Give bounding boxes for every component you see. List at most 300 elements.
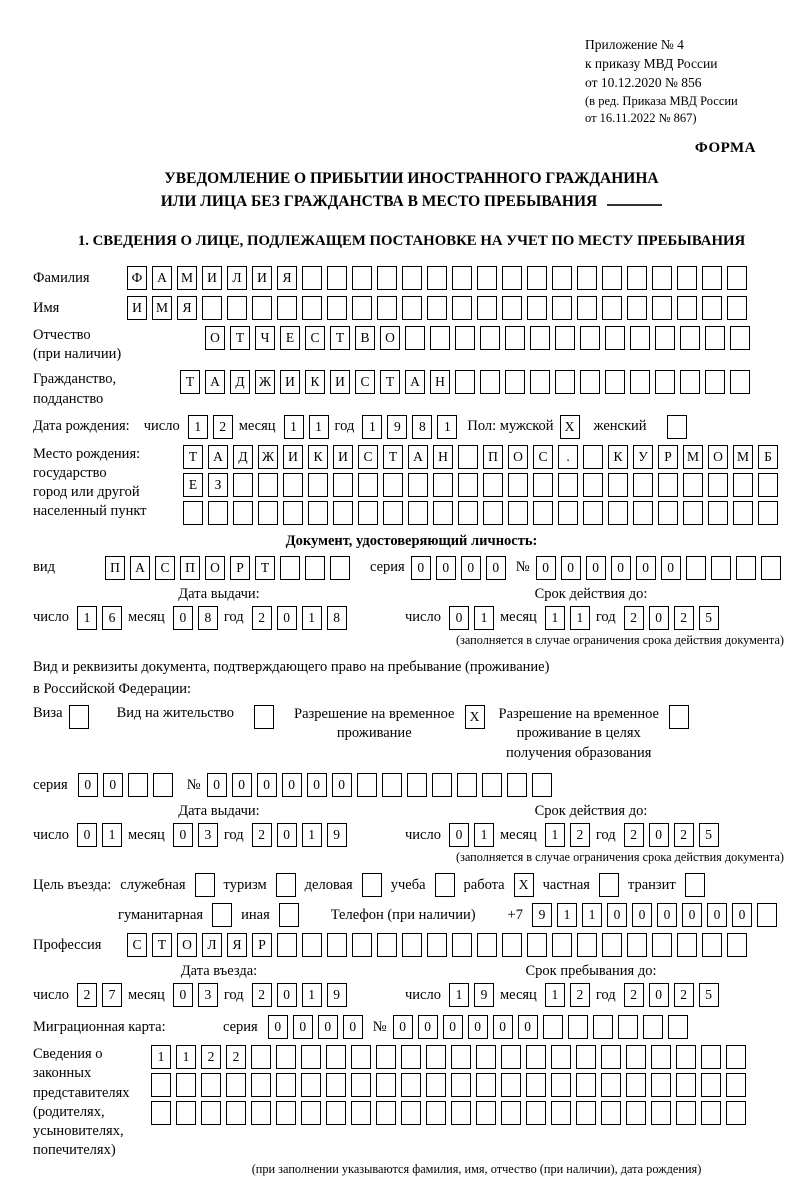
name-cells-cell-18[interactable] <box>552 296 572 320</box>
name-cells-cell-10[interactable] <box>352 296 372 320</box>
identity-issue-year-cells-cell-3[interactable]: 1 <box>302 606 322 630</box>
citizenship-cells-cell-15[interactable] <box>530 370 550 394</box>
patronymic-cells-cell-10[interactable] <box>430 326 450 350</box>
patronymic-cells-cell-16[interactable] <box>580 326 600 350</box>
profession-cells-cell-11[interactable] <box>377 933 397 957</box>
sex-male-checkbox[interactable] <box>560 415 580 439</box>
patronymic-cells-cell-2[interactable]: Т <box>230 326 250 350</box>
stay-month-cells[interactable] <box>545 983 590 1007</box>
representatives-cells-row2-cell-10[interactable] <box>376 1073 396 1097</box>
birth-place-cells-row1-cell-24[interactable]: Б <box>758 445 778 469</box>
birth-place-cells-row2-cell-20[interactable] <box>658 473 678 497</box>
representatives-cells-row2-cell-17[interactable] <box>551 1073 571 1097</box>
residence-issue-month-cells-cell-1[interactable]: 0 <box>173 823 193 847</box>
migration-number-cells-cell-7[interactable] <box>543 1015 563 1039</box>
profession-cells-cell-14[interactable] <box>452 933 472 957</box>
representatives-cells-row1-cell-13[interactable] <box>451 1045 471 1069</box>
residence-number-cells-cell-1[interactable]: 0 <box>207 773 227 797</box>
birth-place-cells-row2-cell-4[interactable] <box>258 473 278 497</box>
birth-place-cells-row2-cell-23[interactable] <box>733 473 753 497</box>
representatives-cells-row3-cell-11[interactable] <box>401 1101 421 1125</box>
birth-place-cells-row2-cell-16[interactable] <box>558 473 578 497</box>
representatives-cells-row3-cell-16[interactable] <box>526 1101 546 1125</box>
patronymic-cells-cell-20[interactable] <box>680 326 700 350</box>
birth-place-cells-row3-cell-15[interactable] <box>533 501 553 525</box>
birth-place-cells-row1-cell-19[interactable]: У <box>633 445 653 469</box>
representatives-cells-row2-cell-16[interactable] <box>526 1073 546 1097</box>
purpose-humanitarian-checkbox-cell-1[interactable] <box>212 903 232 927</box>
birth-place-cells-row1-cell-11[interactable]: Н <box>433 445 453 469</box>
citizenship-cells-cell-20[interactable] <box>655 370 675 394</box>
birth-place-cells-row3-cell-13[interactable] <box>483 501 503 525</box>
residence-expiry-day-cells-cell-1[interactable]: 0 <box>449 823 469 847</box>
residence-series-cells[interactable] <box>78 773 173 797</box>
identity-issue-month-cells[interactable] <box>173 606 218 630</box>
representatives-cells-row3-cell-24[interactable] <box>726 1101 746 1125</box>
representatives-cells-row1-cell-23[interactable] <box>701 1045 721 1069</box>
purpose-business-checkbox-cell-1[interactable] <box>362 873 382 897</box>
migration-series-cells-cell-3[interactable]: 0 <box>318 1015 338 1039</box>
residence-number-cells-cell-6[interactable]: 0 <box>332 773 352 797</box>
doc-number-cells-cell-9[interactable] <box>736 556 756 580</box>
citizenship-cells-cell-18[interactable] <box>605 370 625 394</box>
visa-checkbox[interactable] <box>69 705 89 729</box>
purpose-study-checkbox[interactable] <box>435 873 455 897</box>
citizenship-cells-cell-12[interactable] <box>455 370 475 394</box>
patronymic-cells-cell-17[interactable] <box>605 326 625 350</box>
doc-type-cells-cell-8[interactable] <box>280 556 300 580</box>
citizenship-cells-cell-22[interactable] <box>705 370 725 394</box>
representatives-cells-row2-cell-9[interactable] <box>351 1073 371 1097</box>
birth-day-cells-cell-1[interactable]: 1 <box>188 415 208 439</box>
purpose-official-checkbox[interactable] <box>195 873 215 897</box>
profession-cells-cell-21[interactable] <box>627 933 647 957</box>
doc-number-cells-cell-1[interactable]: 0 <box>536 556 556 580</box>
birth-year-cells-cell-3[interactable]: 8 <box>412 415 432 439</box>
birth-year-cells-cell-1[interactable]: 1 <box>362 415 382 439</box>
name-cells-cell-23[interactable] <box>677 296 697 320</box>
representatives-cells-row1-cell-8[interactable] <box>326 1045 346 1069</box>
surname-cells-cell-3[interactable]: М <box>177 266 197 290</box>
representatives-cells-row3[interactable] <box>151 1101 746 1125</box>
representatives-cells-row2-cell-20[interactable] <box>626 1073 646 1097</box>
surname-cells-cell-6[interactable]: И <box>252 266 272 290</box>
entry-year-cells-cell-4[interactable]: 9 <box>327 983 347 1007</box>
birth-place-cells-row2-cell-1[interactable]: Е <box>183 473 203 497</box>
birth-place-cells-row3-cell-7[interactable] <box>333 501 353 525</box>
birth-place-cells-row2-cell-11[interactable] <box>433 473 453 497</box>
citizenship-cells-cell-7[interactable]: И <box>330 370 350 394</box>
birth-place-cells-row2-cell-9[interactable] <box>383 473 403 497</box>
citizenship-cells-cell-5[interactable]: И <box>280 370 300 394</box>
surname-cells-cell-7[interactable]: Я <box>277 266 297 290</box>
representatives-cells-row1-cell-18[interactable] <box>576 1045 596 1069</box>
representatives-cells-row3-cell-17[interactable] <box>551 1101 571 1125</box>
birth-place-cells-row2-cell-12[interactable] <box>458 473 478 497</box>
phone-cells-cell-10[interactable] <box>757 903 777 927</box>
identity-expiry-day-cells[interactable] <box>449 606 494 630</box>
birth-place-cells-row3-cell-16[interactable] <box>558 501 578 525</box>
birth-place-cells-row3-cell-8[interactable] <box>358 501 378 525</box>
patronymic-cells-cell-19[interactable] <box>655 326 675 350</box>
birth-place-cells-row3-cell-14[interactable] <box>508 501 528 525</box>
representatives-cells-row1-cell-22[interactable] <box>676 1045 696 1069</box>
birth-place-cells-row3-cell-9[interactable] <box>383 501 403 525</box>
representatives-cells-row1-cell-16[interactable] <box>526 1045 546 1069</box>
entry-month-cells-cell-2[interactable]: 3 <box>198 983 218 1007</box>
representatives-cells-row2-cell-6[interactable] <box>276 1073 296 1097</box>
profession-cells-cell-16[interactable] <box>502 933 522 957</box>
purpose-humanitarian-checkbox[interactable] <box>212 903 232 927</box>
birth-place-cells-row3-cell-4[interactable] <box>258 501 278 525</box>
purpose-tourism-checkbox[interactable] <box>276 873 296 897</box>
profession-cells-cell-19[interactable] <box>577 933 597 957</box>
birth-place-cells-row1-cell-1[interactable]: Т <box>183 445 203 469</box>
surname-cells-cell-14[interactable] <box>452 266 472 290</box>
representatives-cells-row1-cell-10[interactable] <box>376 1045 396 1069</box>
profession-cells-cell-13[interactable] <box>427 933 447 957</box>
representatives-cells-row1-cell-7[interactable] <box>301 1045 321 1069</box>
name-cells-cell-12[interactable] <box>402 296 422 320</box>
surname-cells-cell-18[interactable] <box>552 266 572 290</box>
purpose-business-checkbox[interactable] <box>362 873 382 897</box>
representatives-cells-row1-cell-24[interactable] <box>726 1045 746 1069</box>
residence-permit-checkbox[interactable] <box>254 705 274 729</box>
purpose-work-checkbox-cell-1[interactable]: X <box>514 873 534 897</box>
birth-place-cells-row2-cell-22[interactable] <box>708 473 728 497</box>
surname-cells-cell-17[interactable] <box>527 266 547 290</box>
patronymic-cells-cell-9[interactable] <box>405 326 425 350</box>
birth-place-cells-row3-cell-12[interactable] <box>458 501 478 525</box>
residence-number-cells-cell-11[interactable] <box>457 773 477 797</box>
birth-place-cells-row2-cell-5[interactable] <box>283 473 303 497</box>
profession-cells-cell-9[interactable] <box>327 933 347 957</box>
doc-type-cells[interactable] <box>105 556 350 580</box>
patronymic-cells-cell-12[interactable] <box>480 326 500 350</box>
patronymic-cells-cell-8[interactable]: О <box>380 326 400 350</box>
residence-issue-day-cells[interactable] <box>77 823 122 847</box>
residence-issue-year-cells-cell-3[interactable]: 1 <box>302 823 322 847</box>
identity-expiry-day-cells-cell-1[interactable]: 0 <box>449 606 469 630</box>
citizenship-cells-cell-10[interactable]: А <box>405 370 425 394</box>
patronymic-cells-cell-4[interactable]: Е <box>280 326 300 350</box>
representatives-cells-row2-cell-2[interactable] <box>176 1073 196 1097</box>
identity-expiry-month-cells[interactable] <box>545 606 590 630</box>
representatives-cells-row2-cell-24[interactable] <box>726 1073 746 1097</box>
birth-place-cells-row2-cell-7[interactable] <box>333 473 353 497</box>
purpose-other-checkbox-cell-1[interactable] <box>279 903 299 927</box>
representatives-cells-row1-cell-4[interactable]: 2 <box>226 1045 246 1069</box>
residence-issue-day-cells-cell-1[interactable]: 0 <box>77 823 97 847</box>
representatives-cells-row3-cell-19[interactable] <box>601 1101 621 1125</box>
residence-expiry-year-cells-cell-3[interactable]: 2 <box>674 823 694 847</box>
representatives-cells-row2-cell-23[interactable] <box>701 1073 721 1097</box>
birth-month-cells-cell-1[interactable]: 1 <box>284 415 304 439</box>
stay-year-cells-cell-1[interactable]: 2 <box>624 983 644 1007</box>
doc-type-cells-cell-1[interactable]: П <box>105 556 125 580</box>
name-cells[interactable] <box>127 296 747 320</box>
doc-number-cells-cell-7[interactable] <box>686 556 706 580</box>
residence-issue-year-cells[interactable] <box>252 823 347 847</box>
name-cells-cell-21[interactable] <box>627 296 647 320</box>
migration-number-cells-cell-3[interactable]: 0 <box>443 1015 463 1039</box>
residence-expiry-month-cells[interactable] <box>545 823 590 847</box>
representatives-cells-row1[interactable] <box>151 1045 746 1069</box>
birth-place-cells-row1-cell-22[interactable]: О <box>708 445 728 469</box>
representatives-cells-row2-cell-1[interactable] <box>151 1073 171 1097</box>
birth-place-cells-row1-cell-4[interactable]: Ж <box>258 445 278 469</box>
representatives-cells-row1-cell-9[interactable] <box>351 1045 371 1069</box>
birth-place-cells-row1-cell-15[interactable]: С <box>533 445 553 469</box>
visa-checkbox-cell-1[interactable] <box>69 705 89 729</box>
birth-day-cells[interactable] <box>188 415 233 439</box>
citizenship-cells-cell-16[interactable] <box>555 370 575 394</box>
representatives-cells-row2-cell-14[interactable] <box>476 1073 496 1097</box>
surname-cells-cell-15[interactable] <box>477 266 497 290</box>
residence-number-cells-cell-3[interactable]: 0 <box>257 773 277 797</box>
stay-day-cells-cell-1[interactable]: 1 <box>449 983 469 1007</box>
representatives-cells-row3-cell-10[interactable] <box>376 1101 396 1125</box>
doc-number-cells-cell-10[interactable] <box>761 556 781 580</box>
representatives-cells-row3-cell-21[interactable] <box>651 1101 671 1125</box>
birth-place-cells-row3-cell-6[interactable] <box>308 501 328 525</box>
representatives-cells-row1-cell-11[interactable] <box>401 1045 421 1069</box>
entry-day-cells-cell-1[interactable]: 2 <box>77 983 97 1007</box>
identity-issue-year-cells-cell-1[interactable]: 2 <box>252 606 272 630</box>
representatives-cells-row2-cell-7[interactable] <box>301 1073 321 1097</box>
profession-cells-cell-6[interactable]: Р <box>252 933 272 957</box>
purpose-private-checkbox-cell-1[interactable] <box>599 873 619 897</box>
residence-number-cells-cell-14[interactable] <box>532 773 552 797</box>
citizenship-cells-cell-14[interactable] <box>505 370 525 394</box>
representatives-cells-row2-cell-8[interactable] <box>326 1073 346 1097</box>
birth-place-cells-row1-cell-5[interactable]: И <box>283 445 303 469</box>
identity-issue-day-cells-cell-1[interactable]: 1 <box>77 606 97 630</box>
phone-cells-cell-1[interactable]: 9 <box>532 903 552 927</box>
representatives-cells-row3-cell-8[interactable] <box>326 1101 346 1125</box>
doc-type-cells-cell-6[interactable]: Р <box>230 556 250 580</box>
migration-number-cells-cell-9[interactable] <box>593 1015 613 1039</box>
doc-number-cells-cell-2[interactable]: 0 <box>561 556 581 580</box>
profession-cells-cell-2[interactable]: Т <box>152 933 172 957</box>
phone-cells-cell-8[interactable]: 0 <box>707 903 727 927</box>
residence-number-cells-cell-12[interactable] <box>482 773 502 797</box>
temp-permit-checkbox[interactable] <box>465 705 485 729</box>
birth-month-cells[interactable] <box>284 415 329 439</box>
representatives-cells-row1-cell-19[interactable] <box>601 1045 621 1069</box>
birth-place-cells-row1-cell-20[interactable]: Р <box>658 445 678 469</box>
birth-place-cells-row3-cell-3[interactable] <box>233 501 253 525</box>
profession-cells-cell-7[interactable] <box>277 933 297 957</box>
identity-issue-year-cells[interactable] <box>252 606 347 630</box>
representatives-cells-row3-cell-5[interactable] <box>251 1101 271 1125</box>
residence-number-cells[interactable] <box>207 773 552 797</box>
migration-series-cells-cell-1[interactable]: 0 <box>268 1015 288 1039</box>
surname-cells[interactable] <box>127 266 747 290</box>
stay-year-cells-cell-2[interactable]: 0 <box>649 983 669 1007</box>
representatives-cells-row2-cell-19[interactable] <box>601 1073 621 1097</box>
stay-year-cells-cell-4[interactable]: 5 <box>699 983 719 1007</box>
profession-cells-cell-18[interactable] <box>552 933 572 957</box>
migration-number-cells-cell-8[interactable] <box>568 1015 588 1039</box>
citizenship-cells-cell-6[interactable]: К <box>305 370 325 394</box>
purpose-work-checkbox[interactable] <box>514 873 534 897</box>
surname-cells-cell-2[interactable]: А <box>152 266 172 290</box>
entry-day-cells[interactable] <box>77 983 122 1007</box>
surname-cells-cell-24[interactable] <box>702 266 722 290</box>
birth-place-cells-row1-cell-21[interactable]: М <box>683 445 703 469</box>
representatives-cells-row2[interactable] <box>151 1073 746 1097</box>
representatives-cells-row3-cell-13[interactable] <box>451 1101 471 1125</box>
birth-year-cells[interactable] <box>362 415 457 439</box>
edu-permit-checkbox-cell-1[interactable] <box>669 705 689 729</box>
birth-place-cells-row3-cell-18[interactable] <box>608 501 628 525</box>
doc-type-cells-cell-5[interactable]: О <box>205 556 225 580</box>
name-cells-cell-13[interactable] <box>427 296 447 320</box>
residence-number-cells-cell-2[interactable]: 0 <box>232 773 252 797</box>
representatives-cells-row2-cell-21[interactable] <box>651 1073 671 1097</box>
residence-number-cells-cell-8[interactable] <box>382 773 402 797</box>
migration-series-cells[interactable] <box>268 1015 363 1039</box>
residence-expiry-day-cells-cell-2[interactable]: 1 <box>474 823 494 847</box>
representatives-cells-row1-cell-15[interactable] <box>501 1045 521 1069</box>
residence-expiry-year-cells-cell-4[interactable]: 5 <box>699 823 719 847</box>
name-cells-cell-5[interactable] <box>227 296 247 320</box>
phone-cells-cell-4[interactable]: 0 <box>607 903 627 927</box>
birth-day-cells-cell-2[interactable]: 2 <box>213 415 233 439</box>
surname-cells-cell-13[interactable] <box>427 266 447 290</box>
patronymic-cells-cell-7[interactable]: В <box>355 326 375 350</box>
name-cells-cell-3[interactable]: Я <box>177 296 197 320</box>
phone-cells-cell-7[interactable]: 0 <box>682 903 702 927</box>
surname-cells-cell-22[interactable] <box>652 266 672 290</box>
residence-expiry-day-cells[interactable] <box>449 823 494 847</box>
birth-year-cells-cell-4[interactable]: 1 <box>437 415 457 439</box>
patronymic-cells-cell-22[interactable] <box>730 326 750 350</box>
representatives-cells-row1-cell-14[interactable] <box>476 1045 496 1069</box>
residence-issue-year-cells-cell-2[interactable]: 0 <box>277 823 297 847</box>
name-cells-cell-16[interactable] <box>502 296 522 320</box>
entry-year-cells-cell-1[interactable]: 2 <box>252 983 272 1007</box>
profession-cells-cell-3[interactable]: О <box>177 933 197 957</box>
birth-place-cells-row1-cell-14[interactable]: О <box>508 445 528 469</box>
profession-cells-cell-5[interactable]: Я <box>227 933 247 957</box>
migration-number-cells-cell-4[interactable]: 0 <box>468 1015 488 1039</box>
name-cells-cell-7[interactable] <box>277 296 297 320</box>
purpose-study-checkbox-cell-1[interactable] <box>435 873 455 897</box>
profession-cells-cell-10[interactable] <box>352 933 372 957</box>
birth-place-cells-row3-cell-19[interactable] <box>633 501 653 525</box>
doc-type-cells-cell-3[interactable]: С <box>155 556 175 580</box>
birth-place-cells-row2-cell-10[interactable] <box>408 473 428 497</box>
phone-cells-cell-9[interactable]: 0 <box>732 903 752 927</box>
name-cells-cell-9[interactable] <box>327 296 347 320</box>
stay-month-cells-cell-2[interactable]: 2 <box>570 983 590 1007</box>
profession-cells-cell-17[interactable] <box>527 933 547 957</box>
citizenship-cells-cell-9[interactable]: Т <box>380 370 400 394</box>
name-cells-cell-20[interactable] <box>602 296 622 320</box>
surname-cells-cell-10[interactable] <box>352 266 372 290</box>
name-cells-cell-19[interactable] <box>577 296 597 320</box>
stay-year-cells[interactable] <box>624 983 719 1007</box>
representatives-cells-row2-cell-3[interactable] <box>201 1073 221 1097</box>
representatives-cells-row3-cell-20[interactable] <box>626 1101 646 1125</box>
doc-series-cells-cell-3[interactable]: 0 <box>461 556 481 580</box>
citizenship-cells-cell-21[interactable] <box>680 370 700 394</box>
doc-series-cells[interactable] <box>411 556 506 580</box>
birth-place-cells-row3-cell-17[interactable] <box>583 501 603 525</box>
name-cells-cell-11[interactable] <box>377 296 397 320</box>
representatives-cells-row2-cell-13[interactable] <box>451 1073 471 1097</box>
purpose-transit-checkbox-cell-1[interactable] <box>685 873 705 897</box>
patronymic-cells-cell-6[interactable]: Т <box>330 326 350 350</box>
birth-place-cells-row2-cell-3[interactable] <box>233 473 253 497</box>
migration-number-cells-cell-10[interactable] <box>618 1015 638 1039</box>
name-cells-cell-15[interactable] <box>477 296 497 320</box>
residence-series-cells-cell-4[interactable] <box>153 773 173 797</box>
birth-place-cells-row1-cell-23[interactable]: М <box>733 445 753 469</box>
birth-place-cells-row3-cell-24[interactable] <box>758 501 778 525</box>
birth-place-cells-row3-cell-21[interactable] <box>683 501 703 525</box>
stay-month-cells-cell-1[interactable]: 1 <box>545 983 565 1007</box>
birth-place-cells-row1-cell-6[interactable]: К <box>308 445 328 469</box>
surname-cells-cell-19[interactable] <box>577 266 597 290</box>
phone-cells-cell-2[interactable]: 1 <box>557 903 577 927</box>
identity-issue-year-cells-cell-2[interactable]: 0 <box>277 606 297 630</box>
birth-place-cells-row3-cell-2[interactable] <box>208 501 228 525</box>
name-cells-cell-6[interactable] <box>252 296 272 320</box>
birth-place-cells-row1-cell-2[interactable]: А <box>208 445 228 469</box>
citizenship-cells-cell-11[interactable]: Н <box>430 370 450 394</box>
representatives-cells-row1-cell-5[interactable] <box>251 1045 271 1069</box>
entry-day-cells-cell-2[interactable]: 7 <box>102 983 122 1007</box>
profession-cells[interactable] <box>127 933 747 957</box>
surname-cells-cell-8[interactable] <box>302 266 322 290</box>
doc-type-cells-cell-9[interactable] <box>305 556 325 580</box>
birth-place-cells-row1-cell-8[interactable]: С <box>358 445 378 469</box>
representatives-cells-row1-cell-21[interactable] <box>651 1045 671 1069</box>
patronymic-cells-cell-18[interactable] <box>630 326 650 350</box>
surname-cells-cell-25[interactable] <box>727 266 747 290</box>
migration-number-cells-cell-5[interactable]: 0 <box>493 1015 513 1039</box>
doc-series-cells-cell-4[interactable]: 0 <box>486 556 506 580</box>
surname-cells-cell-21[interactable] <box>627 266 647 290</box>
birth-place-cells-row1-cell-16[interactable]: . <box>558 445 578 469</box>
birth-place-cells-row2-cell-14[interactable] <box>508 473 528 497</box>
identity-expiry-year-cells-cell-4[interactable]: 5 <box>699 606 719 630</box>
residence-issue-day-cells-cell-2[interactable]: 1 <box>102 823 122 847</box>
identity-expiry-year-cells-cell-3[interactable]: 2 <box>674 606 694 630</box>
birth-place-cells-row1-cell-3[interactable]: Д <box>233 445 253 469</box>
name-cells-cell-17[interactable] <box>527 296 547 320</box>
representatives-cells-row1-cell-6[interactable] <box>276 1045 296 1069</box>
representatives-cells-row3-cell-1[interactable] <box>151 1101 171 1125</box>
migration-number-cells-cell-1[interactable]: 0 <box>393 1015 413 1039</box>
surname-cells-cell-9[interactable] <box>327 266 347 290</box>
identity-expiry-month-cells-cell-2[interactable]: 1 <box>570 606 590 630</box>
purpose-other-checkbox[interactable] <box>279 903 299 927</box>
doc-type-cells-cell-2[interactable]: А <box>130 556 150 580</box>
birth-place-cells-row3-cell-23[interactable] <box>733 501 753 525</box>
residence-series-cells-cell-1[interactable]: 0 <box>78 773 98 797</box>
birth-place-cells-row1-cell-7[interactable]: И <box>333 445 353 469</box>
surname-cells-cell-1[interactable]: Ф <box>127 266 147 290</box>
residence-expiry-year-cells[interactable] <box>624 823 719 847</box>
representatives-cells-row2-cell-22[interactable] <box>676 1073 696 1097</box>
identity-expiry-day-cells-cell-2[interactable]: 1 <box>474 606 494 630</box>
birth-place-cells-row1-cell-17[interactable] <box>583 445 603 469</box>
representatives-cells-row2-cell-18[interactable] <box>576 1073 596 1097</box>
